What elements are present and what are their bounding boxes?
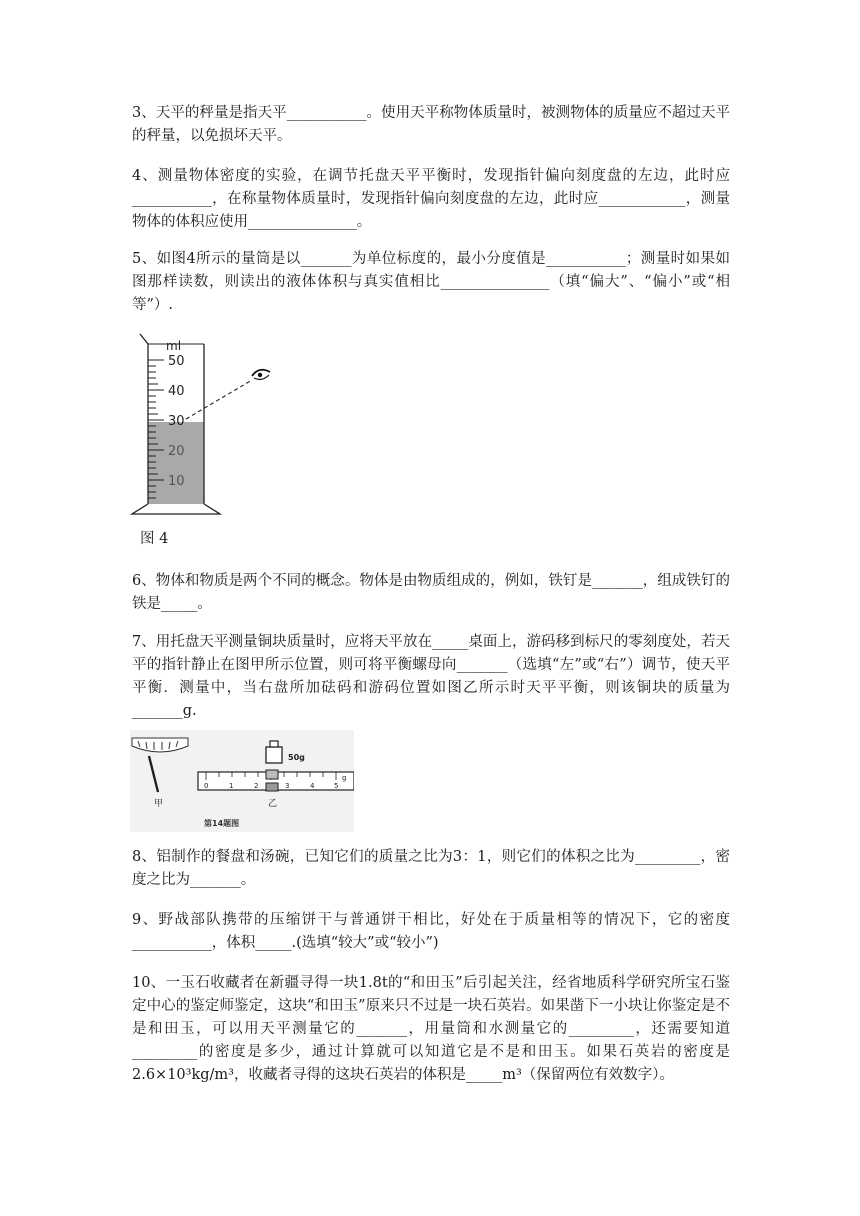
scale-label-30: 30: [168, 414, 185, 429]
question-5: 5、如图4所示的量筒是以_______为单位标度的，最小分度值是___________；测量时如果如图那样读数，则读出的液体体积与真实值相比_______________（填“偏大”、“偏小”或“相等”）.: [132, 251, 730, 313]
question-10: 10、一玉石收藏者在新疆寻得一块1.8t的“和田玉”后引起关注，经省地质科学研究所宝石鉴定中心的鉴定师鉴定，这块“和田玉”原来只不过是一块石英岩。如果凿下一小块让你鉴定是不是和田玉，可以用天平测量它的_______，用量筒和水测量它的_________，还需要知道_________的密度是多少，通过计算就可以知道它是不是和田玉。如果石英岩的密度是2.6×10³kg/m³，收藏者寻得的这块石英岩的体积是_____m³（保留两位有效数字）。: [132, 975, 730, 1083]
scale-label-40: 40: [168, 384, 185, 399]
ruler-label-0: 0: [204, 782, 209, 790]
figure-4-caption: 图 4: [140, 531, 169, 547]
weight-block: [266, 747, 282, 763]
ruler-unit: g: [342, 774, 347, 782]
ruler-label-1: 1: [229, 782, 234, 790]
rider: [266, 770, 278, 779]
ruler-label-2: 2: [254, 782, 259, 790]
figure-14-caption: 第14题图: [204, 819, 240, 828]
ruler-label-3: 3: [285, 782, 290, 790]
scale-label-10: 10: [168, 474, 185, 489]
question-8: 8、铝制作的餐盘和汤碗，已知它们的质量之比为3：1，则它们的体积之比为_________，密度之比为_______。: [132, 849, 730, 888]
eye-icon: [252, 370, 270, 380]
scale-label-50: 50: [168, 354, 185, 369]
ruler-label-4: 4: [310, 782, 315, 790]
graduated-cylinder-figure: [118, 330, 288, 520]
liquid-fill: [148, 422, 204, 504]
question-4: 4、测量物体密度的实验，在调节托盘天平平衡时，发现指针偏向刻度盘的左边，此时应___________，在称量物体质量时，发现指针偏向刻度盘的左边，此时应____________，测量物体的体积应使用_______________。: [132, 168, 730, 230]
unit-label: ml: [166, 339, 182, 353]
sight-line: [186, 380, 252, 419]
ruler-label-5: 5: [334, 782, 339, 790]
question-7: 7、用托盘天平测量铜块质量时，应将天平放在_____桌面上，游码移到标尺的零刻度处，若天平的指针静止在图甲所示位置，则可将平衡螺母向_______（选填“左”或“右”）调节，使天平平衡．测量中，当右盘所加砝码和游码位置如图乙所示时天平平衡，则该铜块的质量为_______g.: [132, 634, 730, 719]
weight-label: 50g: [288, 753, 305, 762]
scale-label-20: 20: [168, 444, 185, 459]
label-jia: 甲: [154, 799, 164, 809]
question-3: 3、天平的秤量是指天平___________。使用天平称物体质量时，被测物体的质量应不超过天平的秤量，以免损坏天平。: [132, 105, 730, 144]
balance-figure: [130, 730, 354, 832]
question-9: 9、野战部队携带的压缩饼干与普通饼干相比，好处在于质量相等的情况下，它的密度___________，体积_____.(选填“较大”或“较小”): [132, 912, 730, 951]
question-6: 6、物体和物质是两个不同的概念。物体是由物质组成的，例如，铁钉是_______，组成铁钉的铁是_____。: [132, 573, 730, 612]
label-yi: 乙: [268, 799, 278, 809]
